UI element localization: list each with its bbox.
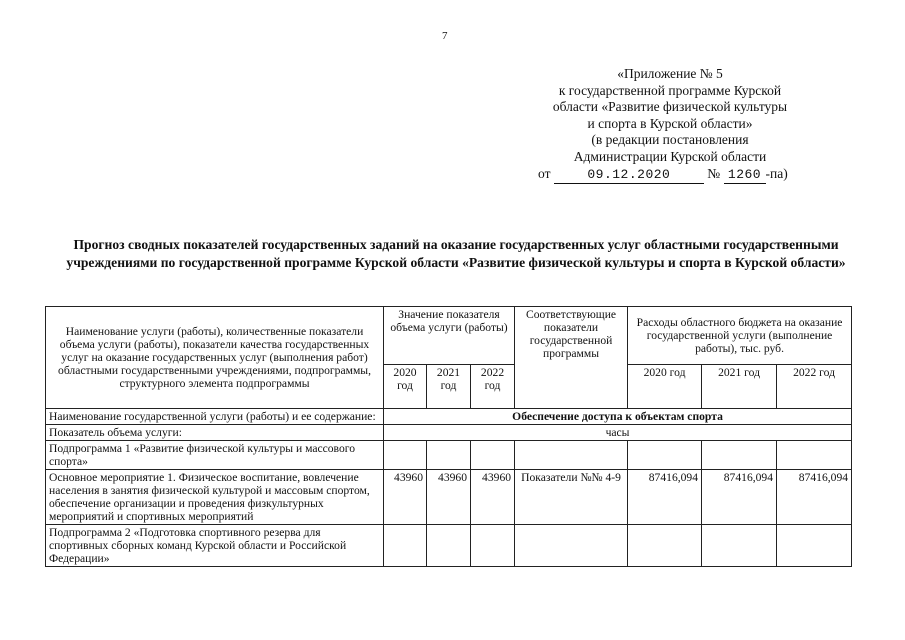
- forecast-table: [45, 306, 852, 567]
- appendix-line: Администрации Курской области: [573, 148, 767, 164]
- appendix-line: к государственной программе Курской: [558, 82, 782, 98]
- volume-row: [46, 425, 852, 441]
- header-indicators: Соответствующие показатели государственной программы: [515, 307, 628, 409]
- document-title: Прогноз сводных показателей государственных заданий на оказание государственных услуг областными государственными учреждениями по государственной программе Курской области «Развитие физической культуры и спорта в Курской области»: [66, 237, 846, 270]
- expense-2022: [777, 441, 852, 470]
- appendix-header: [520, 66, 820, 184]
- service-row: [46, 409, 852, 425]
- expense-2021: 87416,094: [702, 470, 777, 525]
- service-value: Обеспечение доступа к объектам спорта: [384, 409, 852, 425]
- volume-label: Показатель объема услуги:: [46, 425, 384, 441]
- volume-2021: [427, 525, 471, 567]
- resolution-number: 1260: [724, 167, 766, 185]
- expense-2021: [702, 441, 777, 470]
- row-name: Подпрограмма 2 «Подготовка спортивного резерва для спортивных сборных команд Курской области и Российской Федерации»: [46, 525, 384, 567]
- table-row: [46, 470, 852, 525]
- header-volume-year: 2022 год: [471, 365, 515, 409]
- expense-2022: 87416,094: [777, 470, 852, 525]
- header-expenses: Расходы областного бюджета на оказание государственной услуги (выполнение работы), тыс. руб.: [628, 307, 852, 365]
- expense-2020: [628, 525, 702, 567]
- header-expense-year: 2021 год: [702, 365, 777, 409]
- volume-unit: часы: [384, 425, 852, 441]
- volume-2021: [427, 441, 471, 470]
- volume-2022: [471, 441, 515, 470]
- program-indicators: [515, 441, 628, 470]
- volume-2022: [471, 525, 515, 567]
- volume-2020: [384, 441, 427, 470]
- volume-2020: [384, 525, 427, 567]
- date-prefix: от: [538, 165, 551, 181]
- expense-2022: [777, 525, 852, 567]
- number-suffix: -па): [765, 165, 788, 181]
- appendix-line: «Приложение № 5: [617, 66, 723, 81]
- header-name: Наименование услуги (работы), количественные показатели объема услуги (работы), показатели качества государственных услуг на оказание государственных услуг (выполнения работ) областными государственными учреждениями, подпрограммы, структурного элемента подпрограммы: [46, 307, 384, 409]
- service-label: Наименование государственной услуги (работы) и ее содержание:: [46, 409, 384, 425]
- table-row: [46, 441, 852, 470]
- volume-2021: 43960: [427, 470, 471, 525]
- expense-2020: [628, 441, 702, 470]
- program-indicators: [515, 525, 628, 567]
- appendix-line: и спорта в Курской области»: [587, 115, 753, 131]
- header-volume: Значение показателя объема услуги (работы): [384, 307, 515, 365]
- table-row: [46, 525, 852, 567]
- header-volume-year: 2021 год: [427, 365, 471, 409]
- number-prefix: №: [707, 165, 721, 181]
- volume-2022: 43960: [471, 470, 515, 525]
- row-name: Подпрограмма 1 «Развитие физической культуры и массового спорта»: [46, 441, 384, 470]
- volume-2020: 43960: [384, 470, 427, 525]
- appendix-line: области «Развитие физической культуры: [552, 99, 788, 115]
- resolution-date: 09.12.2020: [554, 167, 704, 185]
- header-expense-year: 2020 год: [628, 365, 702, 409]
- appendix-line: (в редакции постановления: [591, 132, 749, 148]
- expense-2020: 87416,094: [628, 470, 702, 525]
- row-name: Основное мероприятие 1. Физическое воспитание, вовлечение населения в занятия физической культурой и массовым спортом, обеспечение организации и проведения физкультурных мероприятий и спортивных мероприятий: [46, 470, 384, 525]
- expense-2021: [702, 525, 777, 567]
- page-number: 7: [442, 30, 448, 42]
- program-indicators: Показатели №№ 4-9: [515, 470, 628, 525]
- header-expense-year: 2022 год: [777, 365, 852, 409]
- header-volume-year: 2020 год: [384, 365, 427, 409]
- resolution-date-line: [520, 166, 820, 185]
